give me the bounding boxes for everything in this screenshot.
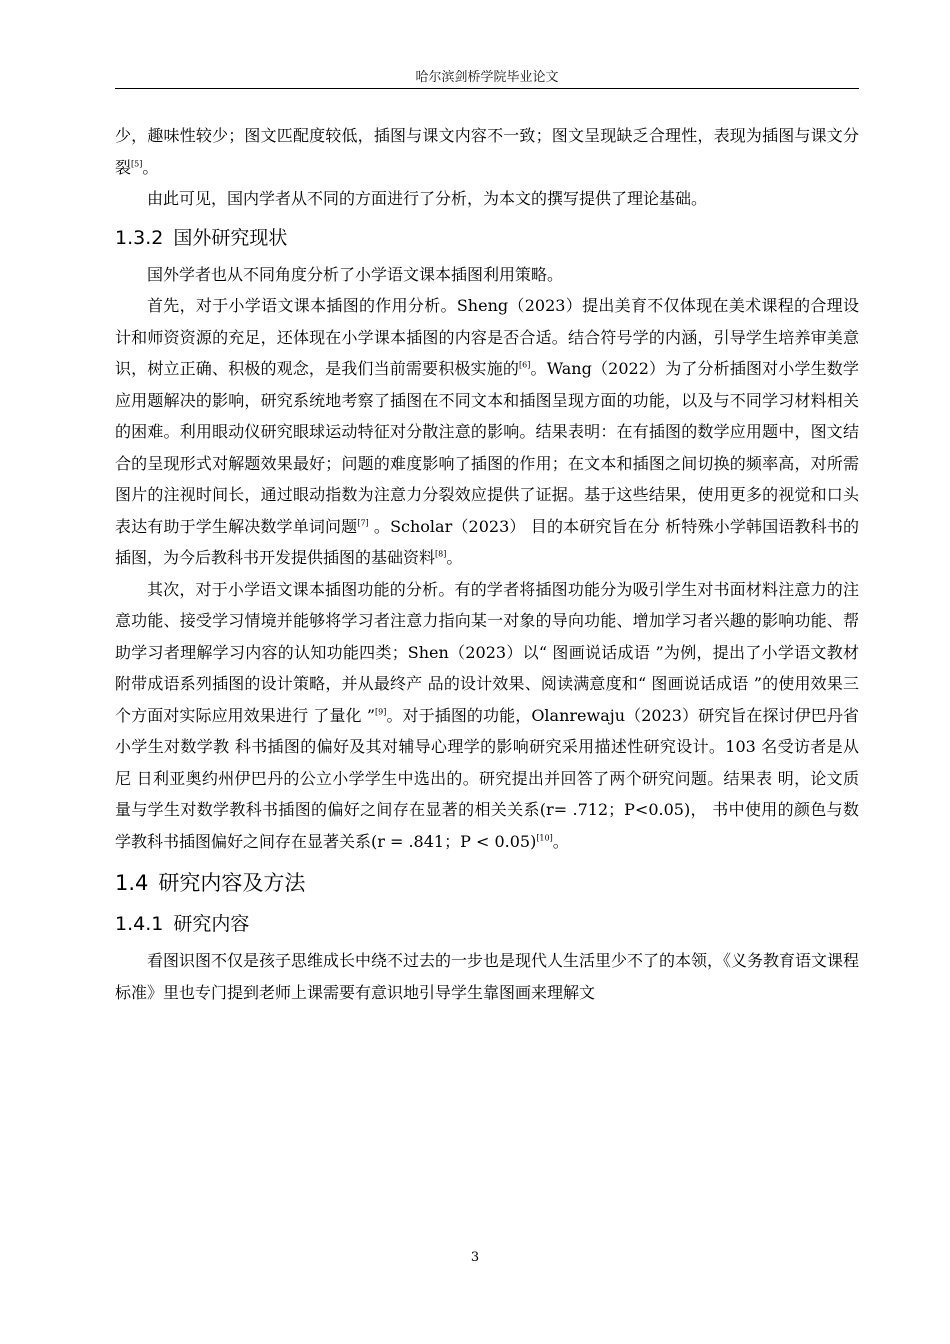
- paragraph-conclusion: 由此可见，国内学者从不同的方面进行了分析，为本文的撰写提供了理论基础。: [147, 189, 708, 208]
- section-heading-1-4: [115, 865, 859, 901]
- paragraph-text: 。Wang（2022）为了分析插图对小学生数学应用题解决的影响，研究系统地考察了插图在不同文本和插图呈现方面的功能，以及与不同学习材料相关的困难。利用眼动仪研究眼球运动特征对分散注意的影响。结果表明：在有插图的数学应用题中，图文结合的呈现形式对解题效果最好；问题的难度影响了插图的作用；在文本和插图之间切换的频率高，对所需图片的注视时间长，通过眼动指数为注意力分裂效应提供了证据。基于这些结果，使用更多的视觉和口头表达有助于学生解决数学单词问题: [115, 359, 859, 536]
- citation-5: [5]: [131, 159, 143, 169]
- page-number: 3: [470, 1250, 480, 1265]
- paragraph-research-content: 看图识图不仅是孩子思维成长中绕不过去的一步也是现代人生活里少不了的本领，《义务教育语文课程标准》里也专门提到老师上课需要有意识地引导学生靠图画来理解文: [115, 951, 860, 1002]
- section-number: 1.3.2: [115, 226, 164, 249]
- citation-8: [8]: [435, 549, 447, 559]
- section-heading-1-3-2: [115, 221, 859, 255]
- paragraph-role-analysis: [115, 290, 859, 574]
- citation-9: [9]: [375, 707, 387, 717]
- section-number: 1.4: [115, 871, 149, 895]
- page-body: [115, 120, 859, 1008]
- section-title: 研究内容及方法: [158, 871, 306, 895]
- section-title: 国外研究现状: [173, 226, 288, 249]
- paragraph-text: 首先，对于小学语文课本插图的作用分析。Sheng（2023）提出美育不仅体现在美术课程的合理设计和师资资源的充足，还体现在小学课本插图的内容是否合适。结合符号学的内涵，引导学生培养审美意识，树立正确、积极的观念，是我们当前需要积极实施的: [115, 296, 859, 378]
- paragraph-text: 。: [142, 157, 159, 177]
- citation-7: [7]: [357, 518, 369, 528]
- paragraph-function-analysis: [115, 574, 859, 858]
- paragraph-intro-foreign: 国外学者也从不同角度分析了小学语文课本插图利用策略。: [147, 264, 564, 284]
- citation-10: [10]: [536, 833, 553, 843]
- paragraph-text: 少，趣味性较少；图文匹配度较低，插图与课文内容不一致；图文呈现缺乏合理性，表现为插图与课文分裂: [115, 126, 859, 177]
- section-title: 研究内容: [173, 913, 250, 935]
- paragraph-domestic-summary: [115, 120, 859, 183]
- section-heading-1-4-1: [115, 907, 859, 941]
- header-rule: [115, 88, 859, 89]
- section-number: 1.4.1: [115, 913, 164, 935]
- paragraph-text: 。: [552, 831, 569, 851]
- paragraph-text: 其次，对于小学语文课本插图功能的分析。有的学者将插图功能分为吸引学生对书面材料注意力的注意功能、接受学习情境并能够将学习者注意力指向某一对象的导向功能、增加学习者兴趣的影响功能、帮助学习者理解学习内容的认知功能四类；Shen（2023）以“ 图画说话成语 ”为例，提出了小学语文教材附带成语系列插图的设计策略，并从最终产 品的设计效果、阅读满意度和“ 图画说话成语 ”的使用效果三个方面对实际应用效果进行 了量化 ”: [115, 579, 859, 725]
- paragraph-text: 。: [446, 548, 463, 567]
- paragraph-text: 。Scholar（2023） 目的本研究旨在分 析特殊小学韩国语教科书的插图，为今后教科书开发提供插图的基础资料: [115, 516, 859, 567]
- running-header: 哈尔滨剑桥学院毕业论文: [415, 70, 559, 85]
- paragraph-text: 。对于插图的功能，Olanrewaju（2023）研究旨在探讨伊巴丹省小学生对数学教 科书插图的偏好及其对辅导心理学的影响研究采用描述性研究设计。103 名受访者是从尼 日利亚奥约州伊巴丹的公立小学学生中选出的。研究提出并回答了两个研究问题。结果表 明，论文质量与学生对数学教科书插图的偏好之间存在显著的相关关系(r= .712；P<0.05)， 书中使用的颜色与数学教科书插图偏好之间存在显著关系(r = .841；P < 0.05): [115, 705, 859, 851]
- citation-6: [6]: [519, 360, 531, 370]
